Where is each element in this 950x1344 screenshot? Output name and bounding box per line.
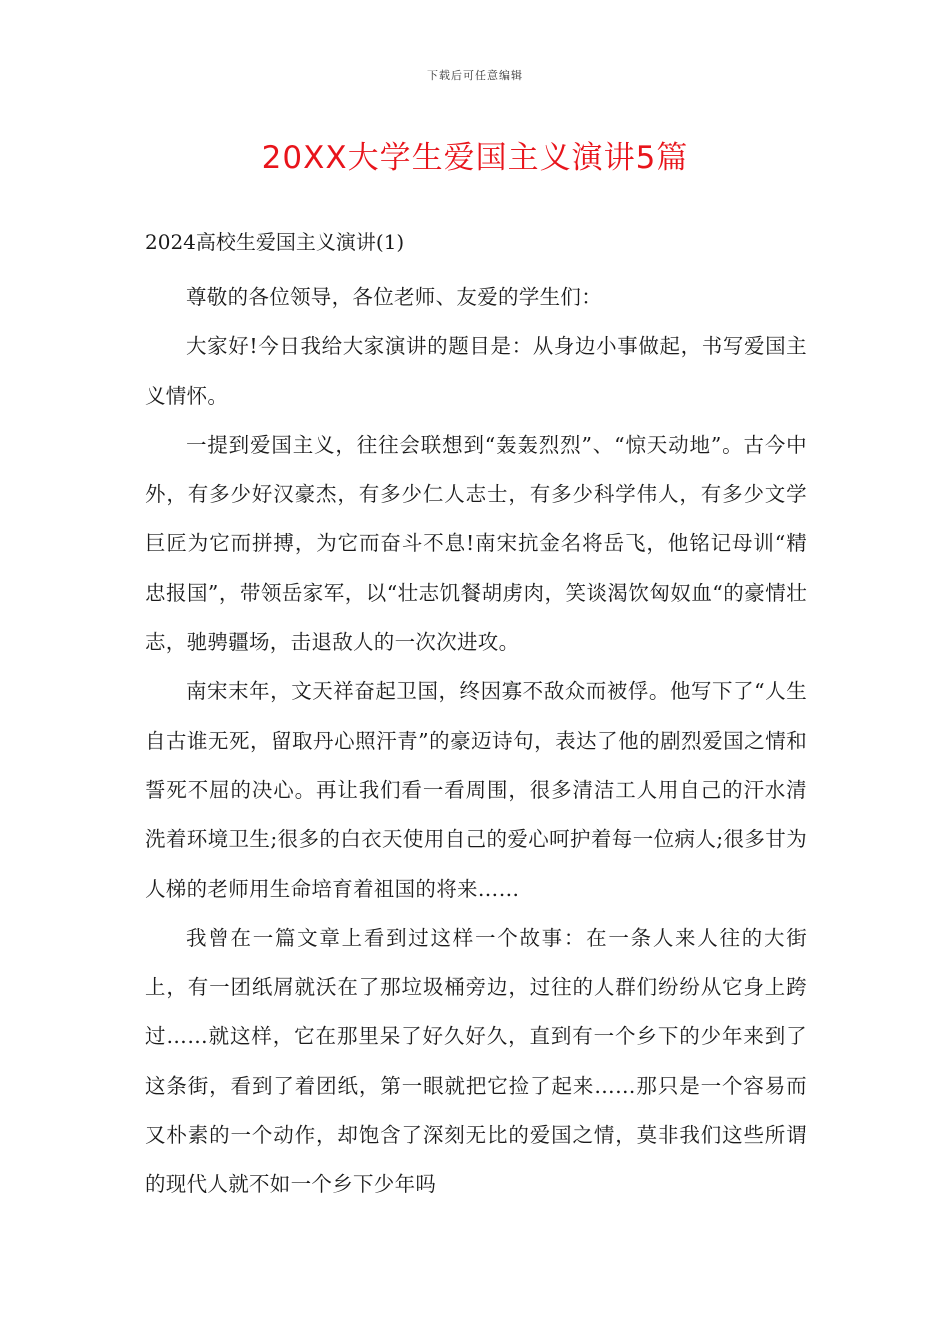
section-title: 2024高校生爱国主义演讲(1) — [145, 230, 405, 254]
header-note: 下载后可任意编辑 — [427, 69, 523, 82]
document-title: 20XX大学生爱国主义演讲5篇 — [261, 140, 689, 176]
paragraph-greeting: 尊敬的各位领导，各位老师、友爱的学生们： — [186, 285, 602, 309]
paragraph-heroes: 一提到爱国主义，往往会联想到“轰轰烈烈”、“惊天动地”。古今中外，有多少好汉豪杰，有多少仁人志士，有多少科学伟人，有多少文学巨匠为它而拼搏，为它而奋斗不息!南宋抗金名将岳飞，他铭记母训“精忠报国”，带领岳家军，以“壮志饥餐胡虏肉，笑谈渴饮匈奴血“的豪情壮志，驰骋疆场，击退敌人的一次次进攻。 — [145, 432, 807, 655]
speech-body — [145, 273, 807, 1210]
paragraph-story: 我曾在一篇文章上看到过这样一个故事：在一条人来人往的大街上，有一团纸屑就沃在了那垃圾桶旁边，过往的人群们纷纷从它身上跨过……就这样，它在那里呆了好久好久，直到有一个乡下的少年来到了这条街，看到了着团纸，第一眼就把它捡了起来……那只是一个容易而又朴素的一个动作，却饱含了深刻无比的爱国之情，莫非我们这些所谓的现代人就不如一个乡下少年吗 — [145, 925, 807, 1197]
paragraph-wen-tianxiang: 南宋末年，文天祥奋起卫国，终因寡不敌众而被俘。他写下了“人生自古谁无死，留取丹心照汗青”的豪迈诗句，表达了他的剧烈爱国之情和誓死不屈的决心。再让我们看一看周围，很多清洁工人用自己的汗水清洗着环境卫生;很多的白衣天使用自己的爱心呵护着每一位病人;很多甘为人梯的老师用生命培育着祖国的将来…… — [145, 679, 807, 901]
paragraph-intro: 大家好!今日我给大家演讲的题目是：从身边小事做起，书写爱国主义情怀。 — [145, 334, 807, 408]
